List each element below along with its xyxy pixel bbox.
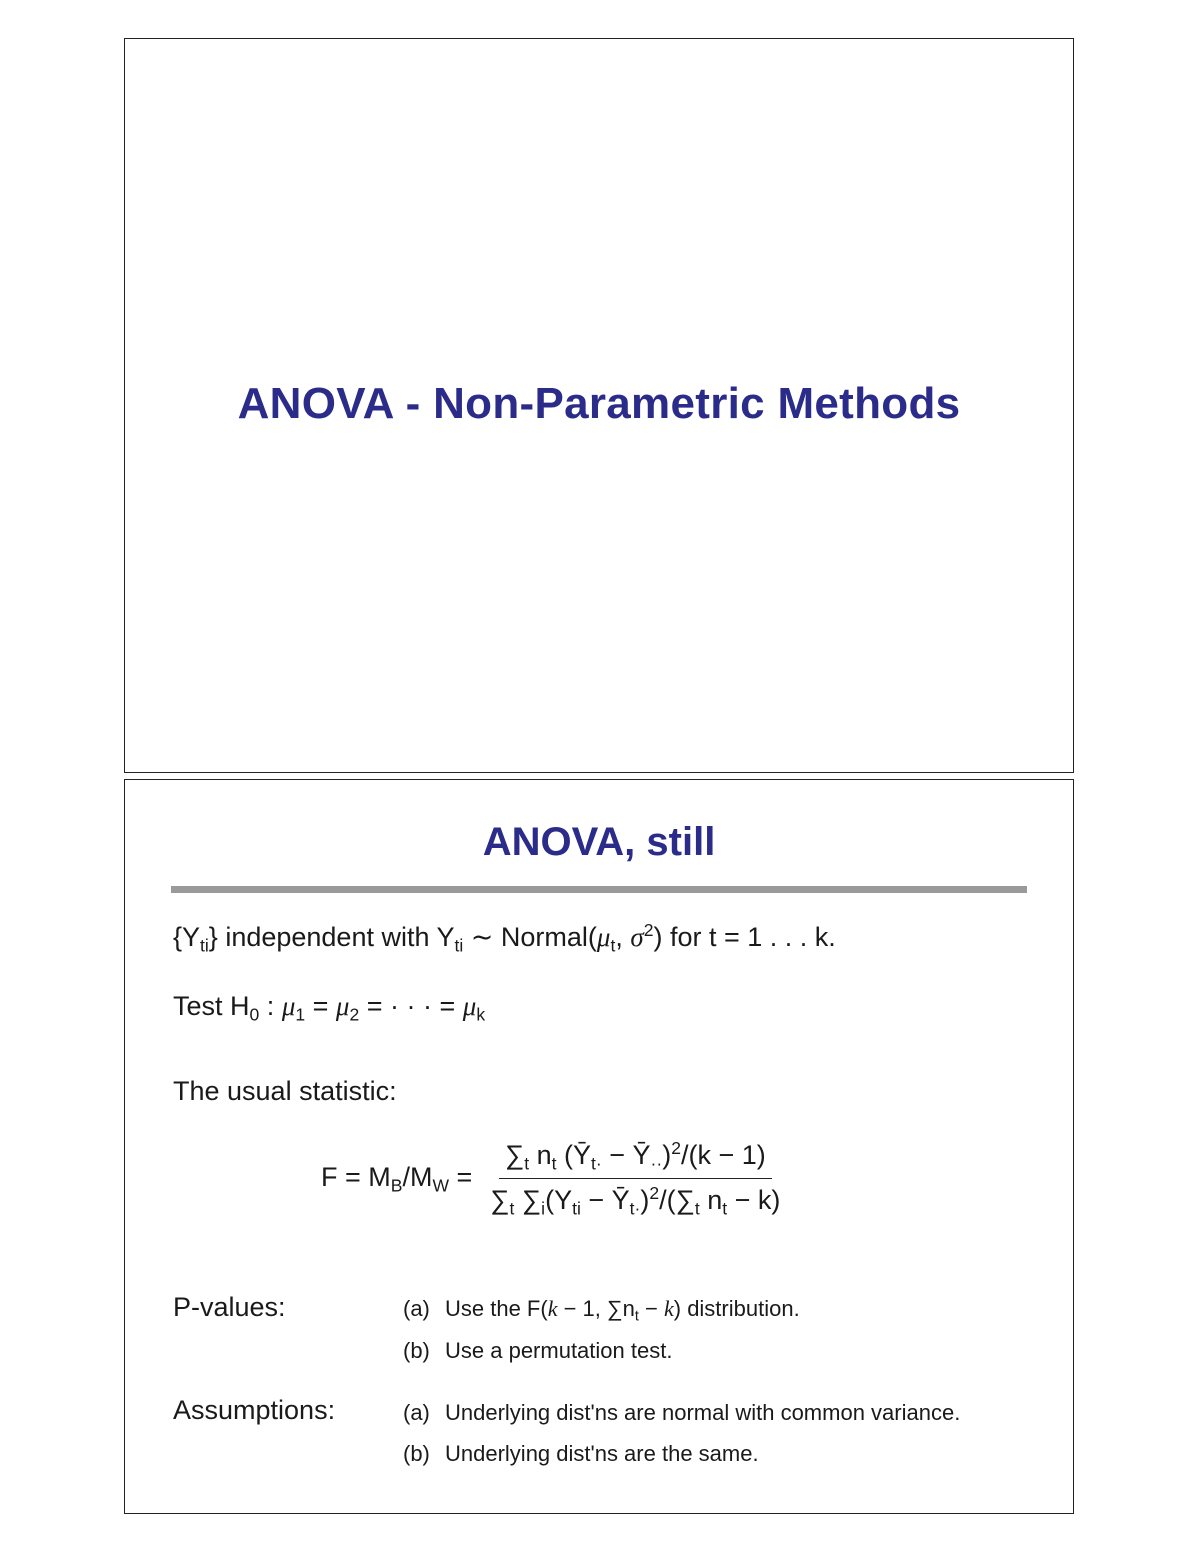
formula-denominator: $\sum_t$ $\sum_i(Y_{ti}$ − $Ȳ_{t\cdot})^2/(\sum_t$ $n_t - k$) (490, 1183, 781, 1219)
title-rule (171, 886, 1027, 893)
f-statistic-formula (321, 1138, 786, 1220)
pvalues-item-a: (a) Use the F(k − 1, $\sum n_t - k$) distribution. (403, 1296, 800, 1325)
assumptions-item-b: (b) Underlying dist'ns are the same. (403, 1441, 759, 1466)
usual-statistic-label: The usual statistic: (173, 1076, 397, 1106)
model-line: $\{Y_{ti}\}$ independent with $Y_{ti}$ ∼ $Normal(\mu_t$, $\sigma^2$) for t = 1 . . . k. (173, 920, 836, 956)
formula-numerator: $\sum_t$ $n_t$ ($Ȳ_{t\cdot}$ − $Ȳ_{\cdot\cdot})^2/(k - 1)$ (499, 1138, 772, 1179)
assumptions-label: Assumptions: (173, 1395, 336, 1425)
hypothesis-line: Test $H_0$ : $\mu_1 = \mu_2$ = · · · = $\mu_k$ (173, 991, 486, 1025)
formula-lhs: $F = M_B/M_W$ = (321, 1161, 473, 1195)
pvalues-label: P-values: (173, 1292, 286, 1322)
slide-1 (124, 38, 1074, 773)
slide-1-title: ANOVA - Non-Parametric Methods (237, 379, 961, 428)
slide-2 (124, 779, 1074, 1514)
formula-fraction (484, 1138, 786, 1220)
pvalues-item-b: (b) Use a permutation test. (403, 1338, 673, 1363)
slide-2-title: ANOVA, still (482, 820, 716, 864)
assumptions-item-a: (a) Underlying dist'ns are normal with common variance. (403, 1400, 961, 1425)
